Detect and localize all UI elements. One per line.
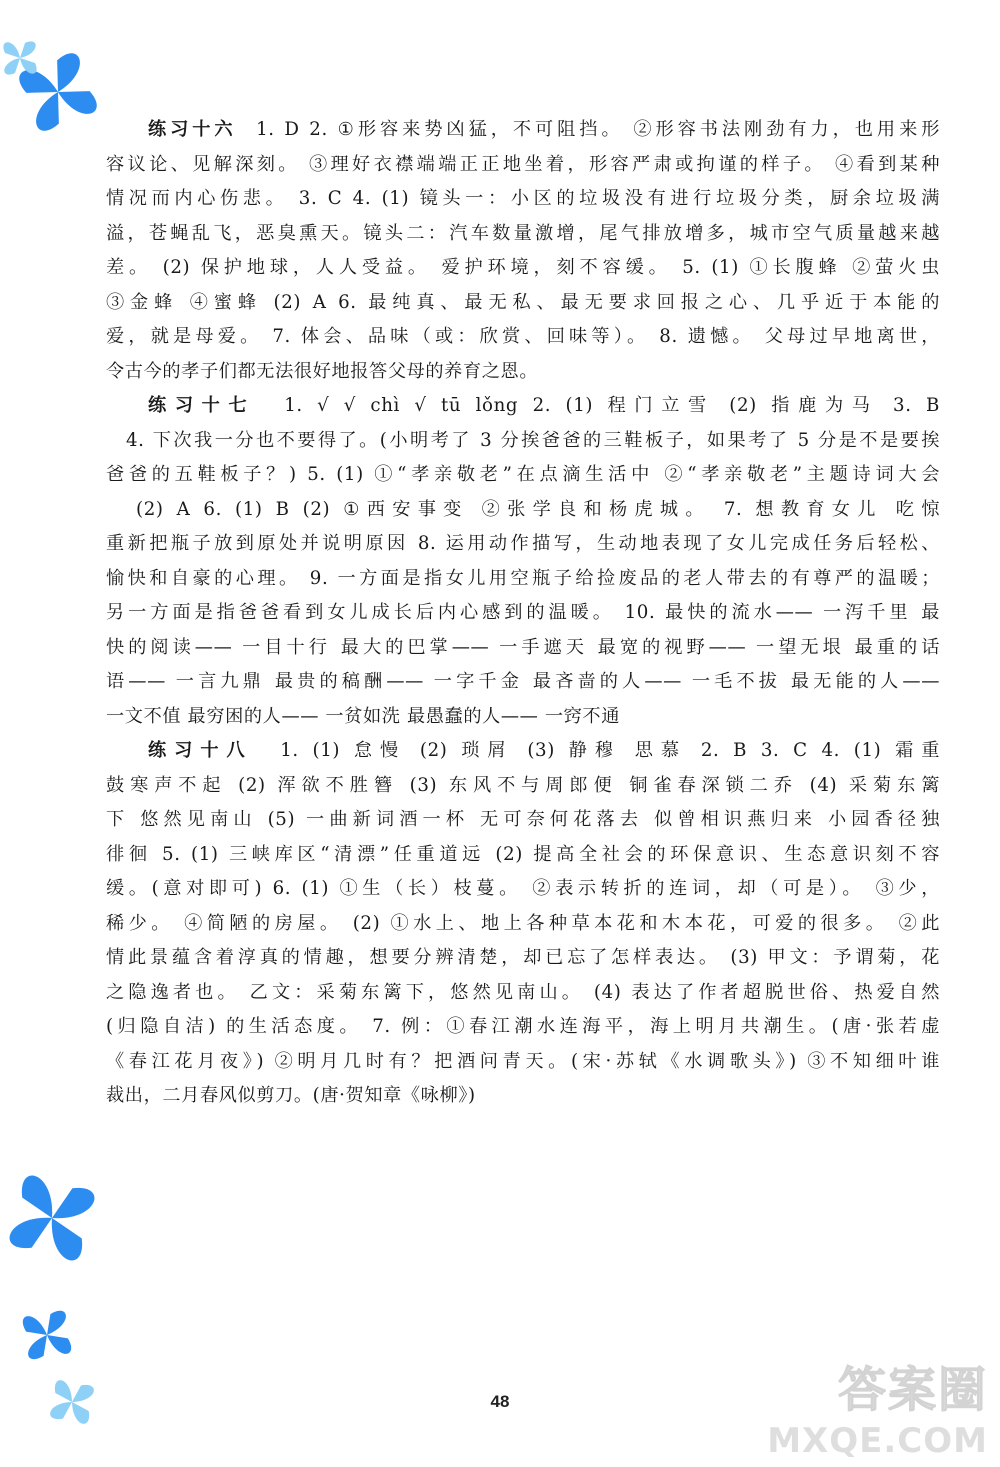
- text-line: 缓。(意对即可) 6. (1) ①生（长）枝蔓。 ②表示转折的连词，却（可是）。 ③少，: [106, 878, 940, 899]
- text-line: 之隐逸者也。 乙文：采菊东篱下，悠然见南山。 (4) 表达了作者超脱世俗、热爱自然: [106, 981, 940, 1003]
- text-line: 令古今的孝子们都无法很好地报答父母的养育之恩。: [106, 360, 539, 382]
- text-line: 爸爸的五鞋板子？) 5. (1) ①“孝亲敬老”在点滴生活中 ②“孝亲敬老”主题诗词大会: [106, 464, 940, 485]
- text-line: 快的阅读—— 一目十行 最大的巴掌—— 一手遮天 最宽的视野—— 一望无垠 最重的话: [106, 636, 940, 658]
- text-line: 《春江花月夜》) ②明月几时有？把酒问青天。(宋·苏轼《水调歌头》) ③不知细叶谁: [106, 1050, 940, 1072]
- watermark-logo-text: 答案圈: [837, 1362, 988, 1418]
- text-line: 下 悠然见南山 (5) 一曲新词酒一杯 无可奈何花落去 似曾相识燕归来 小园香径独: [106, 809, 940, 830]
- text-line: 4. 下次我一分也不要得了。(小明考了 3 分挨爸爸的三鞋板子，如果考了 5 分是不是要挨: [126, 429, 940, 451]
- text-line: (归隐自洁) 的生活态度。 7. 例：①春江潮水连海平，海上明月共潮生。(唐·张若虚: [106, 1016, 940, 1037]
- text-line: 练习十六 1. D 2. ①形容来势凶猛，不可阻挡。 ②形容书法刚劲有力，也用来形: [148, 119, 940, 140]
- section-heading: 练习十八: [148, 740, 253, 761]
- watermark-site-text: MXQE.COM: [767, 1421, 988, 1461]
- text-line: 差。 (2) 保护地球，人人受益。 爱护环境，刻不容缓。 5. (1) ①长腹蜂 ②萤火虫: [106, 257, 940, 278]
- text-line: 另一方面是指爸爸看到女儿成长后内心感到的温暖。 10. 最快的流水—— 一泻千里 最: [106, 602, 940, 623]
- text-line: (2) A 6. (1) B (2) ①西安事变 ②张学良和杨虎城。 7. 想教育女儿 吃惊: [136, 498, 940, 520]
- section-heading: 练习十七: [148, 395, 256, 416]
- text-line: 语—— 一言九鼎 最贵的稿酬—— 一字千金 最吝啬的人—— 一毛不拔 最无能的人——: [106, 671, 940, 692]
- clover-icon: [12, 1300, 82, 1370]
- text-line: 重新把瓶子放到原处并说明原因 8. 运用动作描写，生动地表现了女儿完成任务后轻松、: [106, 533, 940, 554]
- text-line: 练习十八 1. (1) 怠慢 (2) 琐屑 (3) 静穆 思慕 2. B 3. C 4. (1) 霜重: [148, 740, 940, 761]
- text-line: 容议论、见解深刻。 ③理好衣襟端端正正地坐着，形容严肃或拘谨的样子。 ④看到某种: [106, 153, 940, 175]
- text-line: 鼓寒声不起 (2) 浑欲不胜簪 (3) 东风不与周郎便 铜雀春深锁二乔 (4) 采菊东篱: [106, 774, 940, 796]
- section-heading: 练习十六: [148, 119, 237, 140]
- clover-icon: [0, 1158, 115, 1278]
- text-line: 练习十七 1. √ √ chì √ tū lǒng 2. (1) 程门立雪 (2) 指鹿为马 3. B: [148, 395, 940, 416]
- text-line: 徘徊 5. (1) 三峡库区“清漂”任重道远 (2) 提高全社会的环保意识、生态意识刻不容: [106, 843, 940, 865]
- text-line: 爱，就是母爱。 7. 体会、品味（或：欣赏、回味等）。 8. 遗憾。 父母过早地离世，: [106, 326, 940, 347]
- clover-icon: [0, 28, 50, 88]
- text-line: 情此景蕴含着淳真的情趣，想要分辨清楚，却已忘了怎样表达。 (3) 甲文：予谓菊，花: [106, 947, 940, 968]
- text-line: 溢，苍蝇乱飞，恶臭熏天。镜头二：汽车数量激增，尾气排放增多，城市空气质量越来越: [106, 222, 940, 244]
- text-line: 愉快和自豪的心理。 9. 一方面是指女儿用空瓶子给捡废品的老人带去的有尊严的温暖；: [106, 567, 940, 589]
- text-line: 一文不值 最穷困的人—— 一贫如洗 最愚蠢的人—— 一窍不通: [106, 705, 621, 727]
- text-line: 稀少。 ④简陋的房屋。 (2) ①水上、地上各种草本花和木本花，可爱的很多。 ②此: [106, 912, 940, 934]
- text-line: ③金蜂 ④蜜蜂 (2) A 6. 最纯真、最无私、最无要求回报之心、几乎近于本能的: [106, 291, 940, 313]
- text-line: 情况而内心伤悲。 3. C 4. (1) 镜头一：小区的垃圾没有进行垃圾分类，厨余垃圾满: [106, 188, 940, 209]
- answer-text: [106, 113, 940, 1114]
- text-line: 裁出，二月春风似剪刀。(唐·贺知章《咏柳》): [106, 1085, 476, 1106]
- watermark: [758, 1351, 988, 1461]
- page-number: 48: [490, 1392, 510, 1411]
